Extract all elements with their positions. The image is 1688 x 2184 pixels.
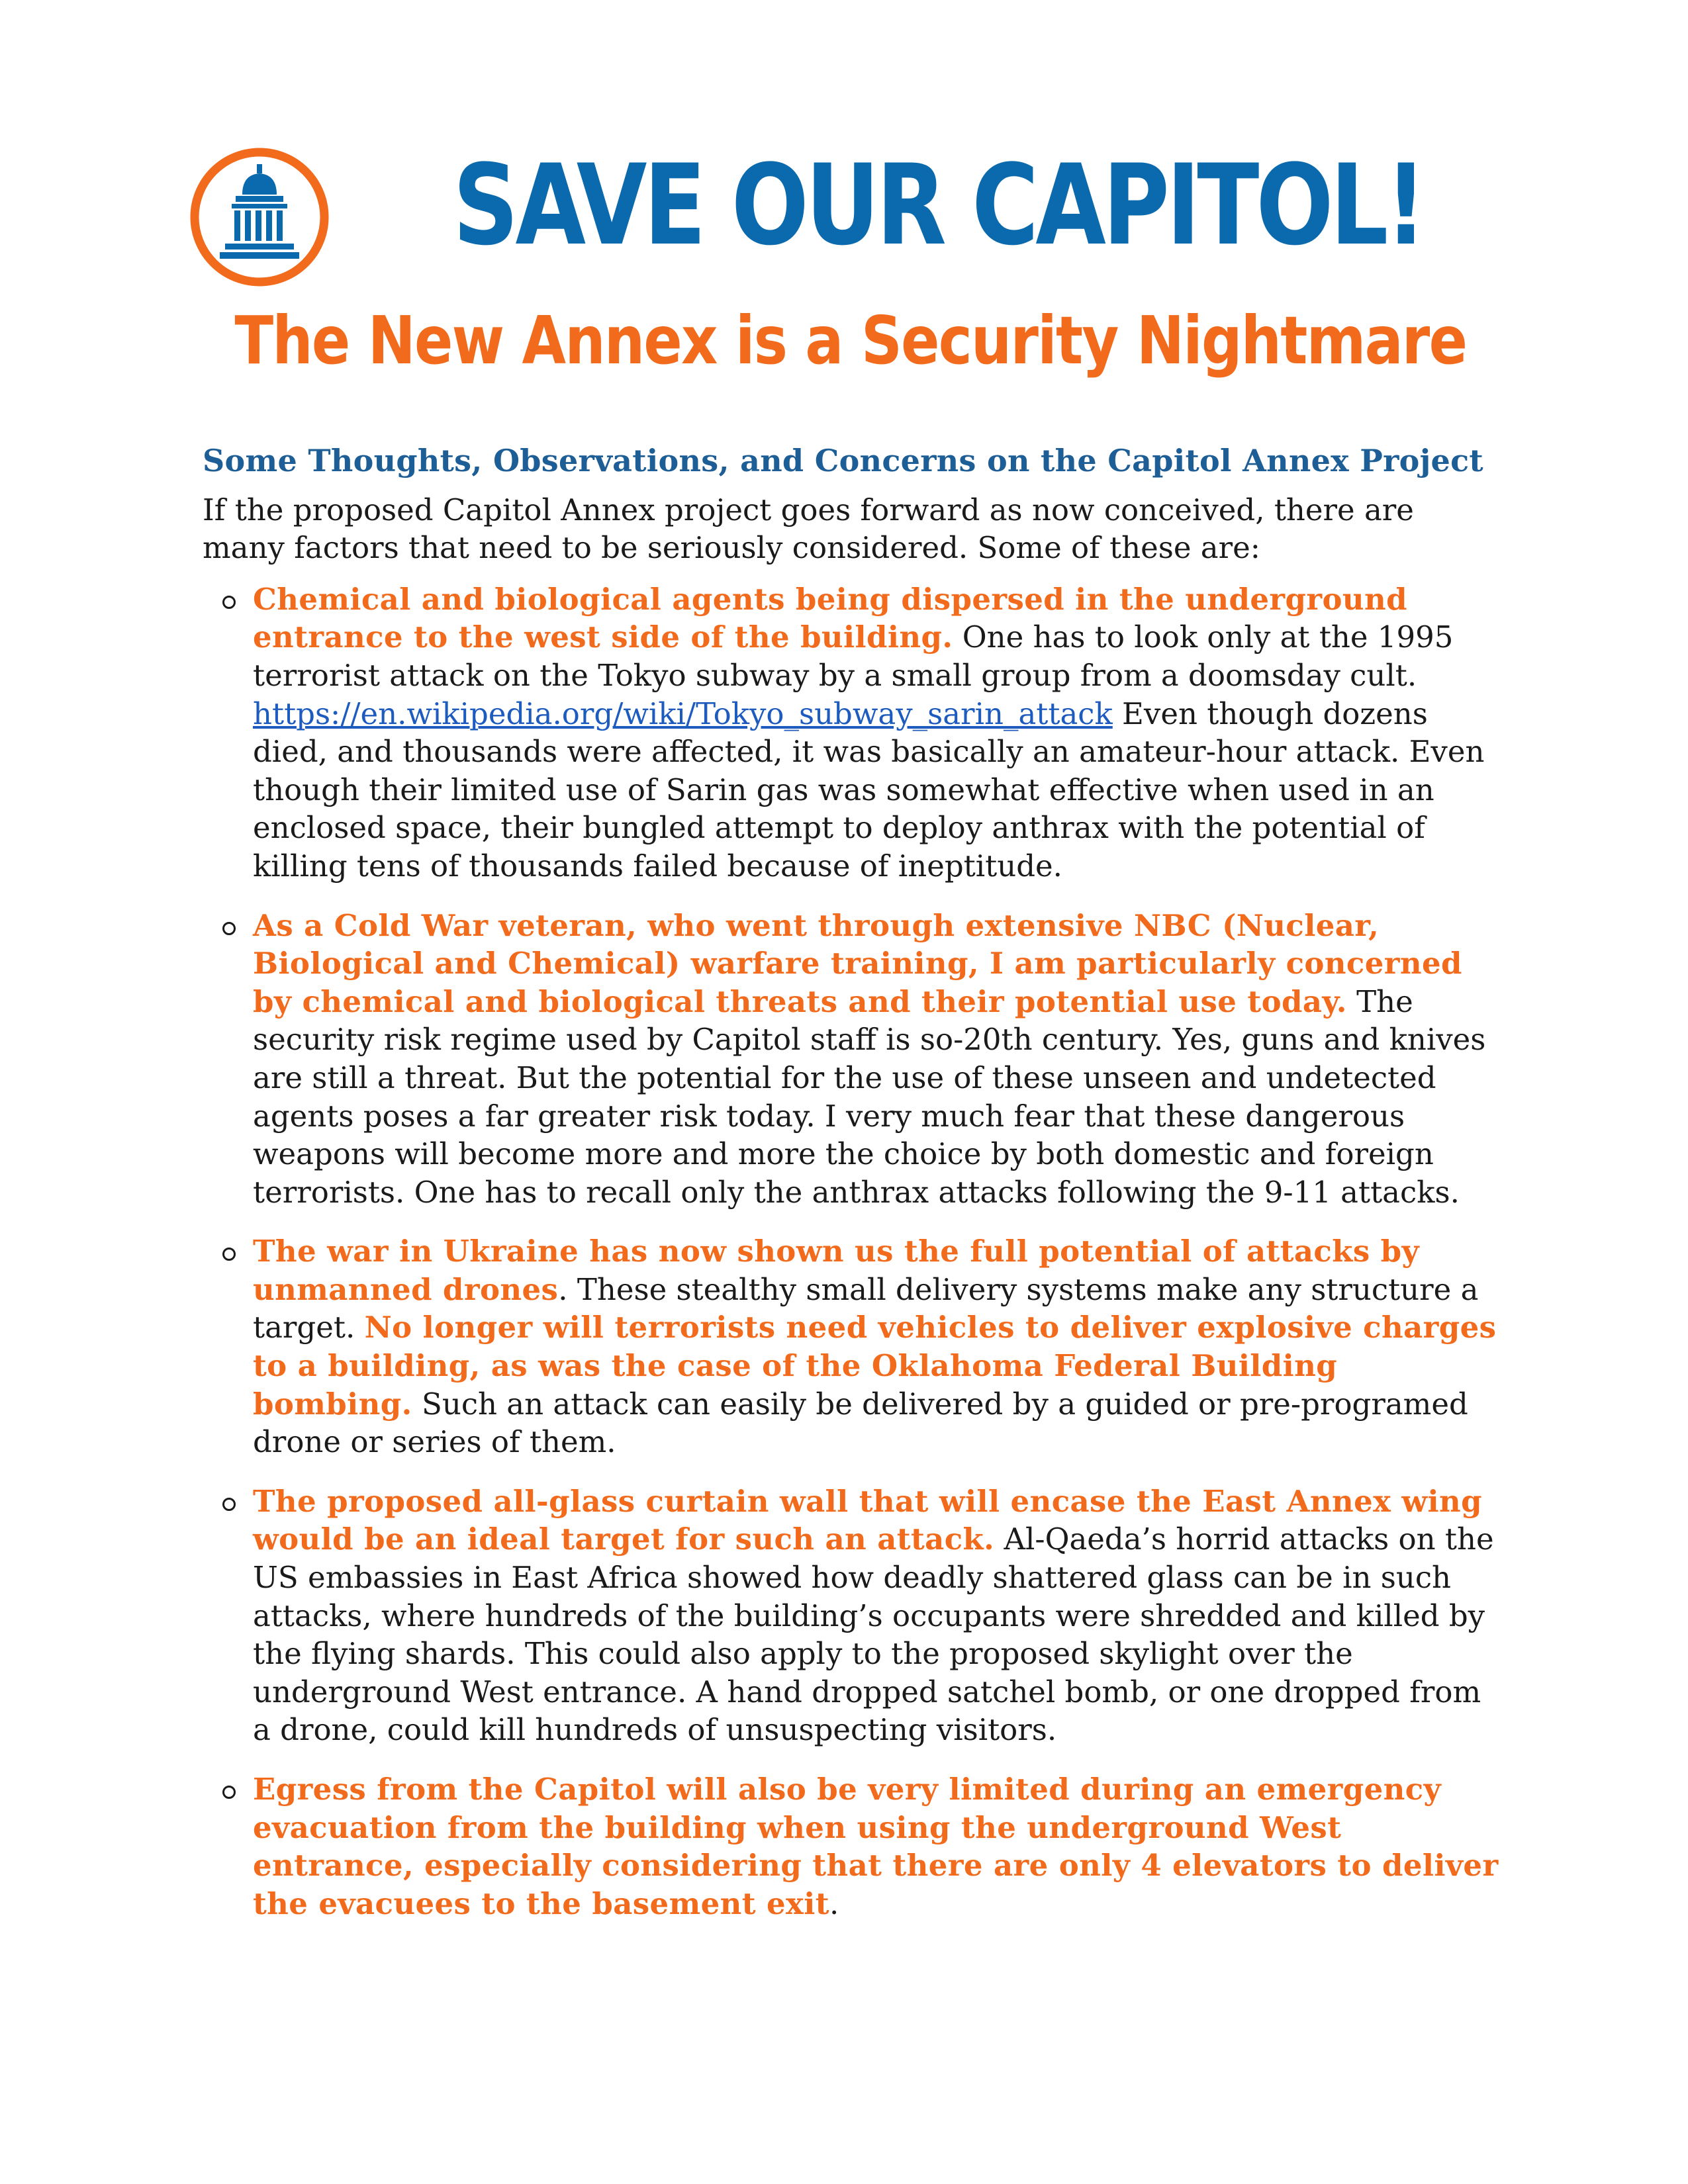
document-body <box>203 442 1500 1944</box>
point-text: . <box>829 1886 839 1921</box>
point-text: . These stealthy small delivery systems make any structure a target. <box>253 1271 1479 1345</box>
list-item <box>203 580 1500 886</box>
point-text: Al-Qaeda’s horrid attacks on the US embassies in East Africa showed how deadly shattered glass can be in such attacks, where hundreds of the building’s occupants were shredded and killed by the flying shards. This could also apply to the proposed skylight over the underground West entrance. A hand dropped satchel bomb, or one dropped from a drone, could kill hundreds of unsuspecting visitors. <box>253 1522 1494 1748</box>
list-item <box>203 907 1500 1212</box>
point-highlight: Egress from the Capitol will also be very limited during an emergency evacuation from the building when using the underground West entrance, especially considering that there are only 4 elevators to deliver the evacuees to the basement exit <box>253 1772 1499 1921</box>
point-text: Such an attack can easily be delivered by a guided or pre-programed drone or series of them. <box>253 1386 1468 1460</box>
point-highlight: The war in Ukraine has now shown us the full potential of attacks by unmanned drones <box>253 1234 1420 1307</box>
point-highlight: Chemical and biological agents being dispersed in the underground entrance to the west side of the building. <box>253 581 1407 655</box>
list-item <box>203 1770 1500 1923</box>
concerns-list <box>203 580 1500 1923</box>
bullet-icon <box>222 596 236 609</box>
page-title: SAVE OUR CAPITOL! <box>453 140 1424 270</box>
section-heading: Some Thoughts, Observations, and Concerns on the Capitol Annex Project <box>203 443 1483 478</box>
bullet-icon <box>222 922 236 935</box>
point-text: The security risk regime used by Capitol staff is so-20th century. Yes, guns and knives are still a threat. But the potential for the use of these unseen and undetected agents poses a far greater risk today. I very much fear that these dangerous weapons will become more and more the choice by both domestic and foreign terrorists. One has to recall only the anthrax attacks following the 9-11 attacks. <box>253 983 1486 1210</box>
point-highlight: The proposed all-glass curtain wall that will encase the East Annex wing would be an ideal target for such an attack. <box>253 1483 1483 1557</box>
point-highlight: No longer will terrorists need vehicles to deliver explosive charges to a building, as was the case of the Oklahoma Federal Building bombing. <box>253 1310 1497 1422</box>
bullet-icon <box>222 1248 236 1261</box>
intro-paragraph: If the proposed Capitol Annex project goes forward as now conceived, there are many factors that need to be seriously considered. Some of these are: <box>203 492 1414 566</box>
capitol-dome-icon <box>187 144 332 290</box>
bullet-icon <box>222 1498 236 1511</box>
page-subtitle <box>0 298 1688 384</box>
point-highlight: As a Cold War veteran, who went through extensive NBC (Nuclear, Biological and Chemical) warfare training, I am particularly concerned by chemical and biological threats and their potential use today. <box>253 907 1462 1019</box>
point-text: One has to look only at the 1995 terrorist attack on the Tokyo subway by a small group from a doomsday cult. <box>253 619 1454 693</box>
point-text: Even though dozens died, and thousands were affected, it was basically an amateur-hour attack. Even though their limited use of Sarin gas was somewhat effective when used in an enclosed space, their bungled attempt to deploy anthrax with the potential of killing tens of thousands failed because of ineptitude. <box>253 696 1485 884</box>
bullet-icon <box>222 1786 236 1799</box>
wikipedia-link[interactable]: https://en.wikipedia.org/wiki/Tokyo_subway_sarin_attack <box>253 696 1113 731</box>
list-item <box>203 1232 1500 1461</box>
list-item <box>203 1482 1500 1749</box>
subtitle-text: The New Annex is a Security Nightmare <box>234 302 1467 379</box>
